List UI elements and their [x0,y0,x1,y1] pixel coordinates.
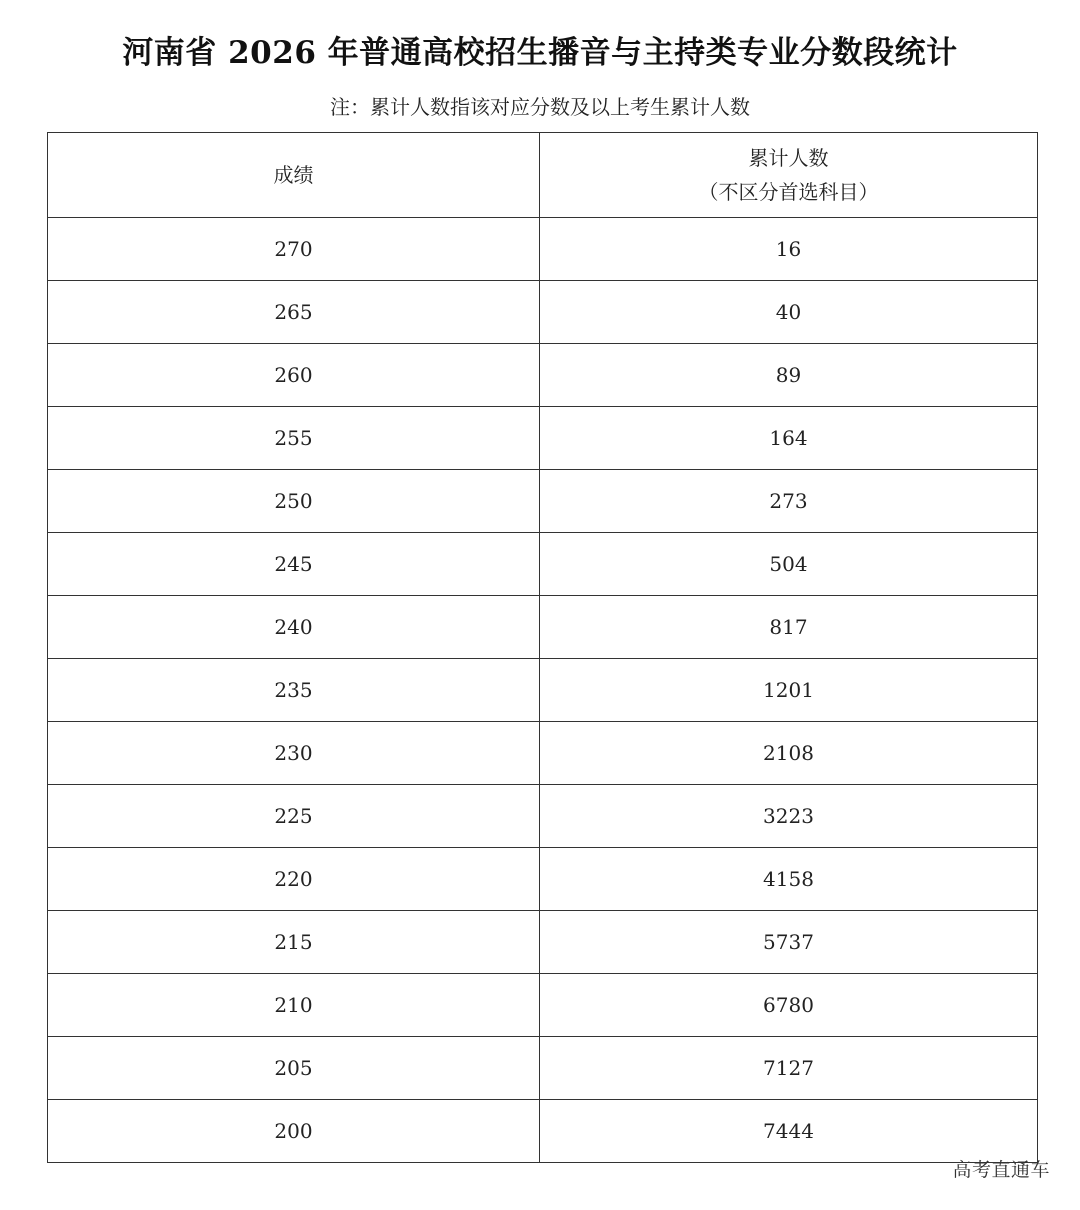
count-cell: 1201 [540,659,1038,722]
score-cell: 265 [48,281,540,344]
count-cell: 164 [540,407,1038,470]
score-cell: 240 [48,596,540,659]
table-row [48,722,1038,785]
score-cell: 230 [48,722,540,785]
count-cell: 4158 [540,848,1038,911]
header-score: 成绩 [48,133,540,218]
score-cell: 260 [48,344,540,407]
table-row [48,407,1038,470]
header-count-line1: 累计人数 [748,146,829,170]
count-cell: 40 [540,281,1038,344]
table-row [48,218,1038,281]
document-title: 河南省 2026 年普通高校招生播音与主持类专业分数段统计 [122,35,958,71]
table-row [48,1100,1038,1163]
score-cell: 215 [48,911,540,974]
count-cell: 7127 [540,1037,1038,1100]
score-distribution-table [47,132,1038,1163]
table-row [48,470,1038,533]
count-cell: 6780 [540,974,1038,1037]
table-row [48,344,1038,407]
score-cell: 205 [48,1037,540,1100]
score-cell: 220 [48,848,540,911]
header-count-line2: （不区分首选科目） [698,180,879,204]
header-cumulative-count [540,133,1038,218]
count-cell: 3223 [540,785,1038,848]
score-cell: 270 [48,218,540,281]
table-row [48,785,1038,848]
table-row [48,281,1038,344]
score-cell: 200 [48,1100,540,1163]
score-cell: 225 [48,785,540,848]
score-cell: 235 [48,659,540,722]
table-row [48,533,1038,596]
count-cell: 5737 [540,911,1038,974]
table-row [48,659,1038,722]
table-row [48,911,1038,974]
count-cell: 817 [540,596,1038,659]
count-cell: 7444 [540,1100,1038,1163]
count-cell: 273 [540,470,1038,533]
count-cell: 16 [540,218,1038,281]
table-row [48,974,1038,1037]
table-header-row [48,133,1038,218]
score-cell: 210 [48,974,540,1037]
document-note: 注：累计人数指该对应分数及以上考生累计人数 [330,95,750,119]
score-cell: 255 [48,407,540,470]
table-row [48,1037,1038,1100]
score-cell: 250 [48,470,540,533]
score-cell: 245 [48,533,540,596]
table-row [48,596,1038,659]
count-cell: 504 [540,533,1038,596]
table-row [48,848,1038,911]
count-cell: 89 [540,344,1038,407]
count-cell: 2108 [540,722,1038,785]
watermark-text: 高考直通车 [952,1159,1050,1181]
